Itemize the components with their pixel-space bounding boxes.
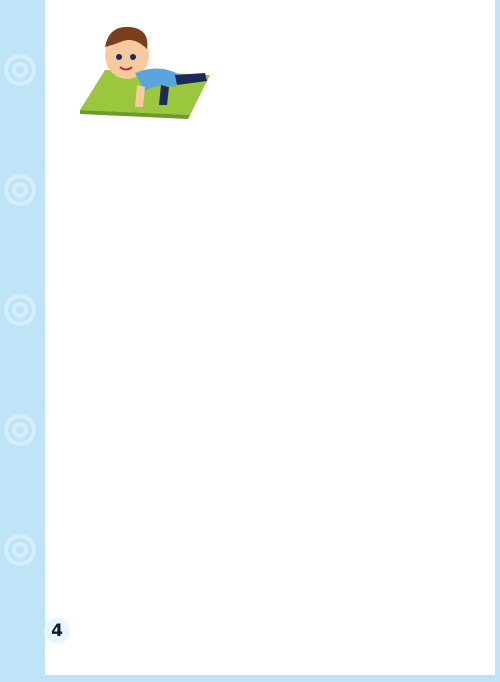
boy-exercising-illustration — [75, 15, 215, 120]
page-number: 4 — [44, 618, 70, 644]
